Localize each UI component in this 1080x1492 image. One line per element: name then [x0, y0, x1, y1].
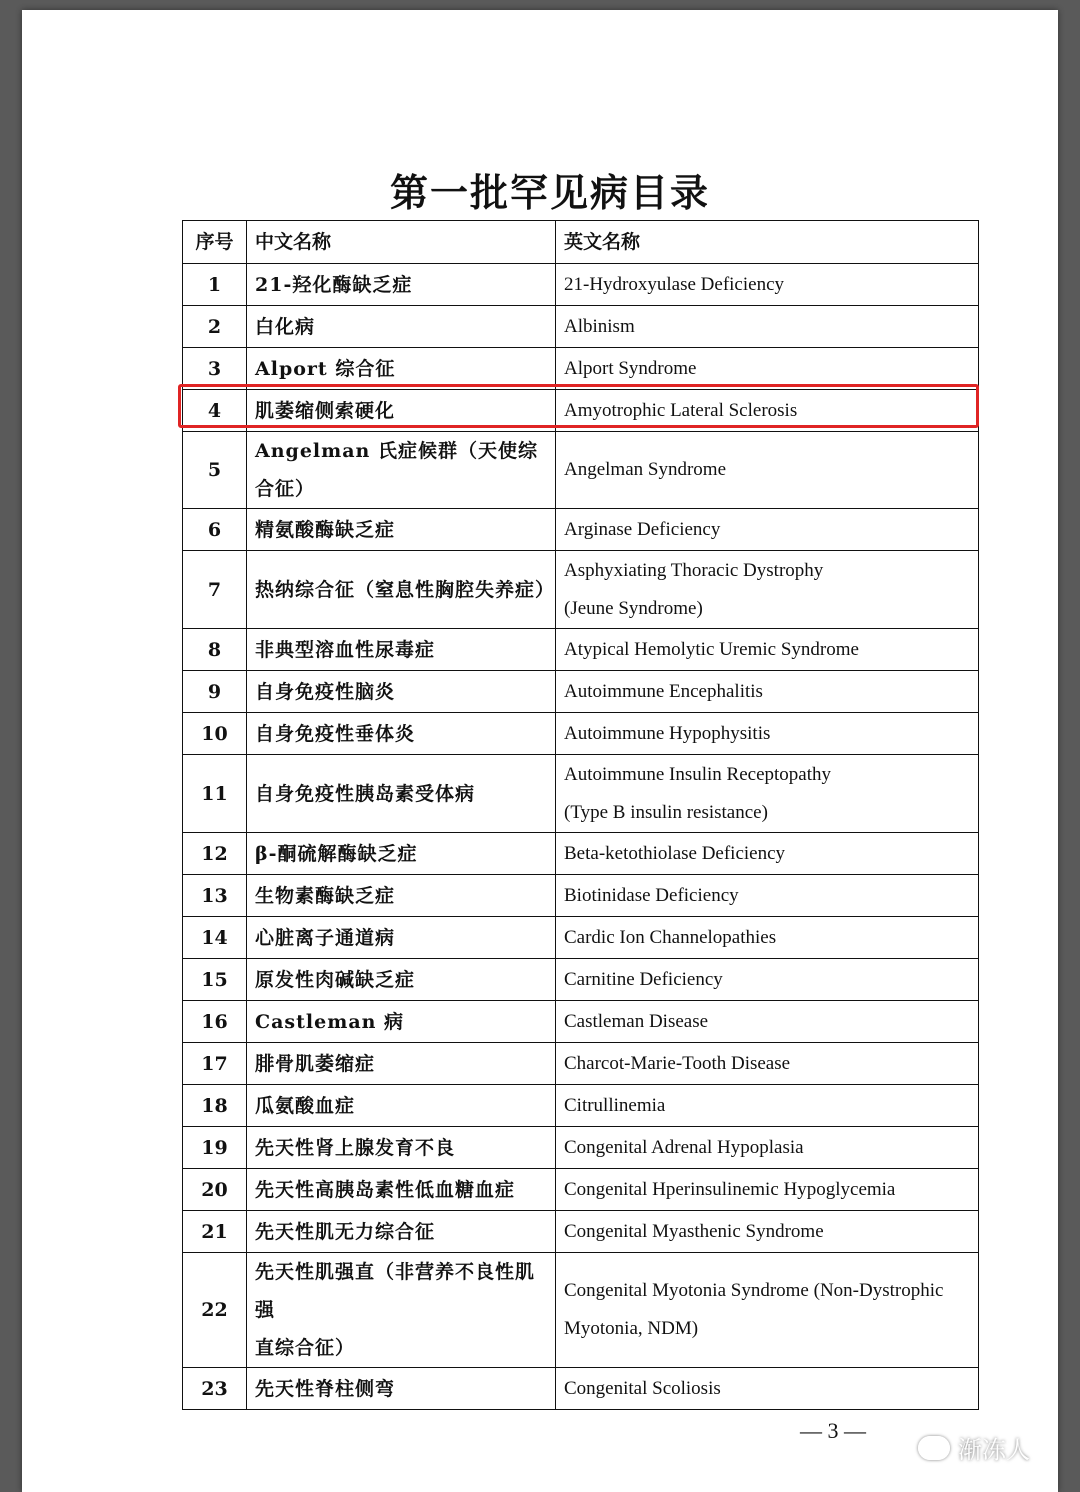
english-name: Beta-ketothiolase Deficiency: [564, 842, 786, 864]
english-name-cell: [556, 1085, 979, 1127]
chinese-name: 先天性肌强直（非营养不良性肌强: [255, 1261, 536, 1321]
english-name: Cardic Ion Channelopathies: [564, 926, 777, 948]
chinese-name: 非典型溶血性尿毒症: [255, 638, 436, 661]
english-name: Angelman Syndrome: [564, 459, 727, 480]
chinese-name: 白化病: [255, 315, 316, 338]
page-number: — 3 —: [800, 1418, 866, 1443]
row-number: 3: [183, 348, 247, 390]
row-number: 11: [183, 755, 247, 833]
row-number: 2: [183, 306, 247, 348]
wechat-icon: [918, 1436, 950, 1460]
chinese-name-cell: [247, 1253, 556, 1368]
highlight-box-row-4: [178, 384, 979, 428]
english-name-line2: (Jeune Syndrome): [564, 597, 703, 619]
row-number: 16: [183, 1001, 247, 1043]
english-name: Charcot-Marie-Tooth Disease: [564, 1052, 791, 1074]
chinese-name: 自身免疫性脑炎: [255, 680, 396, 703]
chinese-name-cell: [247, 1085, 556, 1127]
english-name-cell: [556, 671, 979, 713]
chinese-name: 瓜氨酸血症: [255, 1094, 356, 1117]
chinese-name-cell: [247, 755, 556, 833]
chinese-name: 先天性肌无力综合征: [255, 1220, 436, 1243]
english-name-cell: [556, 432, 979, 509]
table-row: [183, 1127, 979, 1169]
english-name: Albinism: [564, 315, 635, 337]
chinese-name-cell: [247, 959, 556, 1001]
watermark-text: 渐冻人: [958, 1436, 1030, 1464]
header-en: 英文名称: [556, 221, 979, 264]
row-number: 13: [183, 875, 247, 917]
row-number: 21: [183, 1211, 247, 1253]
chinese-name: 腓骨肌萎缩症: [255, 1052, 376, 1075]
english-name-cell: [556, 551, 979, 629]
english-name-cell: [556, 1253, 979, 1368]
chinese-name: β-酮硫解酶缺乏症: [255, 842, 418, 865]
row-number: 8: [183, 629, 247, 671]
row-number: 15: [183, 959, 247, 1001]
table-header-row: [183, 221, 979, 264]
table-row: [183, 1085, 979, 1127]
row-number: 19: [183, 1127, 247, 1169]
chinese-name-cell: [247, 264, 556, 306]
table-row: [183, 509, 979, 551]
chinese-name-cell: [247, 1043, 556, 1085]
english-name: Atypical Hemolytic Uremic Syndrome: [564, 638, 859, 660]
table-body: [183, 264, 979, 1410]
english-name-cell: [556, 629, 979, 671]
chinese-name-cell: [247, 551, 556, 629]
row-number: 10: [183, 713, 247, 755]
english-name-cell: [556, 875, 979, 917]
table-row: [183, 755, 979, 833]
english-name-cell: [556, 1169, 979, 1211]
chinese-name-cell: [247, 432, 556, 509]
table-row: [183, 306, 979, 348]
english-name-cell: [556, 1368, 979, 1410]
chinese-name: 精氨酸酶缺乏症: [255, 518, 396, 541]
chinese-name: 心脏离子通道病: [255, 926, 396, 949]
english-name-cell: [556, 1211, 979, 1253]
table-row: [183, 671, 979, 713]
row-number: 9: [183, 671, 247, 713]
english-name-cell: [556, 509, 979, 551]
english-name: Biotinidase Deficiency: [564, 884, 739, 906]
english-name-cell: [556, 833, 979, 875]
row-number: 22: [183, 1253, 247, 1368]
english-name-cell: [556, 713, 979, 755]
english-name-cell: [556, 1043, 979, 1085]
english-name: Congenital Myotonia Syndrome (Non-Dystrophic: [564, 1280, 944, 1301]
english-name: Amyotrophic Lateral Sclerosis: [564, 399, 798, 421]
row-number: 6: [183, 509, 247, 551]
header-no: 序号: [183, 221, 247, 264]
chinese-name: 生物素酶缺乏症: [255, 884, 396, 907]
english-name: Autoimmune Insulin Receptopathy: [564, 763, 832, 785]
chinese-name-cell: [247, 1001, 556, 1043]
chinese-name-cell: [247, 917, 556, 959]
table-row: [183, 1169, 979, 1211]
table-row: [183, 551, 979, 629]
row-number: 18: [183, 1085, 247, 1127]
table-row: [183, 1253, 979, 1368]
english-name: Congenital Myasthenic Syndrome: [564, 1220, 824, 1242]
watermark: [918, 1430, 1030, 1465]
english-name-line2: Myotonia, NDM): [564, 1318, 699, 1339]
table-row: [183, 875, 979, 917]
english-name: Carnitine Deficiency: [564, 968, 723, 990]
chinese-name: 原发性肉碱缺乏症: [255, 968, 416, 991]
row-number: 23: [183, 1368, 247, 1410]
english-name: Asphyxiating Thoracic Dystrophy: [564, 559, 824, 581]
english-name: 21-Hydroxyulase Deficiency: [564, 273, 785, 295]
chinese-name: Alport 综合征: [255, 357, 396, 380]
table-row: [183, 833, 979, 875]
chinese-name-cell: [247, 1127, 556, 1169]
chinese-name-cell: [247, 833, 556, 875]
chinese-name: 21-羟化酶缺乏症: [255, 273, 413, 296]
chinese-name: 热纳综合征（窒息性胸腔失养症）: [255, 578, 556, 601]
table-row: [183, 713, 979, 755]
chinese-name-cell: [247, 1368, 556, 1410]
table-row: [183, 629, 979, 671]
english-name-cell: [556, 306, 979, 348]
chinese-name-cell: [247, 713, 556, 755]
chinese-name: 肌萎缩侧索硬化: [255, 399, 396, 422]
table-row: [183, 959, 979, 1001]
chinese-name-cell: [247, 509, 556, 551]
chinese-name-cell: [247, 1169, 556, 1211]
row-number: 17: [183, 1043, 247, 1085]
english-name: Autoimmune Hypophysitis: [564, 722, 771, 744]
english-name: Autoimmune Encephalitis: [564, 680, 763, 702]
english-name: Citrullinemia: [564, 1094, 666, 1116]
english-name-cell: [556, 1001, 979, 1043]
row-number: 14: [183, 917, 247, 959]
table-row: [183, 1368, 979, 1410]
english-name: Congenital Hperinsulinemic Hypoglycemia: [564, 1178, 896, 1200]
chinese-name-line2: 直综合征）: [255, 1337, 356, 1359]
english-name: Arginase Deficiency: [564, 518, 721, 540]
row-number: 1: [183, 264, 247, 306]
row-number: 5: [183, 432, 247, 509]
row-number: 4: [183, 390, 247, 432]
english-name: Congenital Scoliosis: [564, 1377, 721, 1399]
chinese-name: 先天性肾上腺发育不良: [255, 1136, 456, 1159]
chinese-name: 先天性脊柱侧弯: [255, 1377, 396, 1400]
english-name-line2: (Type B insulin resistance): [564, 801, 768, 823]
chinese-name-cell: [247, 671, 556, 713]
english-name-cell: [556, 917, 979, 959]
chinese-name: 先天性高胰岛素性低血糖血症: [255, 1178, 516, 1201]
chinese-name-cell: [247, 629, 556, 671]
chinese-name-cell: [247, 306, 556, 348]
chinese-name: 自身免疫性垂体炎: [255, 722, 416, 745]
chinese-name: Castleman 病: [255, 1010, 405, 1033]
english-name-cell: [556, 959, 979, 1001]
chinese-name-cell: [247, 875, 556, 917]
table-row: [183, 917, 979, 959]
english-name: Castleman Disease: [564, 1010, 709, 1032]
chinese-name: Angelman 氏症候群（天使综合征）: [255, 440, 538, 500]
table-row: [183, 1043, 979, 1085]
chinese-name: 自身免疫性胰岛素受体病: [255, 782, 476, 805]
chinese-name-cell: [247, 1211, 556, 1253]
table-row: [183, 432, 979, 509]
table-row: [183, 1001, 979, 1043]
table-row: [183, 1211, 979, 1253]
row-number: 7: [183, 551, 247, 629]
english-name: Congenital Adrenal Hypoplasia: [564, 1136, 804, 1158]
table-row: [183, 264, 979, 306]
page-title: 第一批罕见病目录: [389, 170, 710, 215]
english-name: Alport Syndrome: [564, 357, 697, 379]
english-name-cell: [556, 755, 979, 833]
header-cn: 中文名称: [247, 221, 556, 264]
english-name-cell: [556, 1127, 979, 1169]
row-number: 20: [183, 1169, 247, 1211]
english-name-cell: [556, 264, 979, 306]
row-number: 12: [183, 833, 247, 875]
